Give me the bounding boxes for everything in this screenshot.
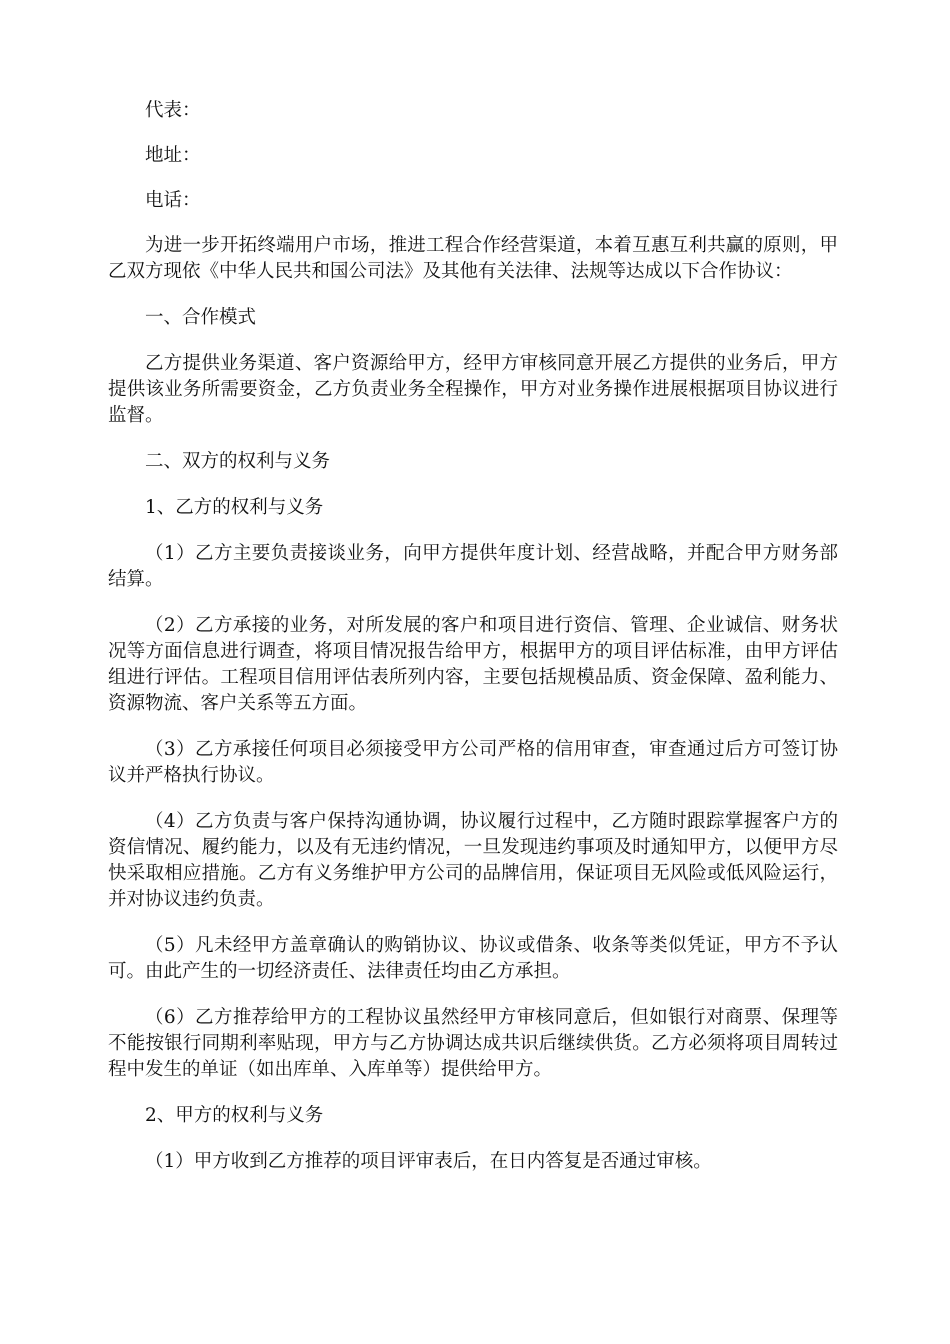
party-b-clause-3: （3）乙方承接任何项目必须接受甲方公司严格的信用审查，审查通过后方可签订协议并严格执行协议。 [108,739,838,786]
cooperation-mode-paragraph: 乙方提供业务渠道、客户资源给甲方，经甲方审核同意开展乙方提供的业务后，甲方提供该业务所需要资金，乙方负责业务全程操作，甲方对业务操作进展根据项目协议进行监督。 [108,353,838,426]
document-body [108,98,838,1195]
party-a-clause-1: （1）甲方收到乙方推荐的项目评审表后，在日内答复是否通过审核。 [145,1151,712,1172]
phone-field: 电话： [145,190,201,211]
section-heading-cooperation-mode: 一、合作模式 [145,307,257,328]
party-b-clause-6: （6）乙方推荐给甲方的工程协议虽然经甲方审核同意后，但如银行对商票、保理等不能按银行同期利率贴现，甲方与乙方协调达成共识后继续供货。乙方必须将项目周转过程中发生的单证（如出库单、入库单等）提供给甲方。 [108,1007,838,1080]
party-b-clause-1: （1）乙方主要负责接谈业务，向甲方提供年度计划、经营战略，并配合甲方财务部结算。 [108,543,838,590]
party-b-clause-4: （4）乙方负责与客户保持沟通协调，协议履行过程中，乙方随时跟踪掌握客户方的资信情况、履约能力，以及有无违约情况，一旦发现违约事项及时通知甲方，以便甲方尽快采取相应措施。乙方有义务维护甲方公司的品牌信用，保证项目无风险或低风险运行，并对协议违约负责。 [108,811,838,910]
address-field: 地址： [145,145,201,166]
party-b-clause-5: （5）凡未经甲方盖章确认的购销协议、协议或借条、收条等类似凭证，甲方不予认可。由此产生的一切经济责任、法律责任均由乙方承担。 [108,935,838,982]
preamble-paragraph: 为进一步开拓终端用户市场，推进工程合作经营渠道，本着互惠互利共赢的原则，甲乙双方现依《中华人民共和国公司法》及其他有关法律、法规等达成以下合作协议： [108,235,838,282]
subheading-party-a: 2、甲方的权利与义务 [145,1105,324,1126]
representative-field: 代表： [145,100,201,121]
section-heading-rights-obligations: 二、双方的权利与义务 [145,451,331,472]
party-b-clause-2: （2）乙方承接的业务，对所发展的客户和项目进行资信、管理、企业诚信、财务状况等方面信息进行调查，将项目情况报告给甲方，根据甲方的项目评估标准，由甲方评估组进行评估。工程项目信用评估表所列内容，主要包括规模品质、资金保障、盈利能力、资源物流、客户关系等五方面。 [108,615,838,714]
subheading-party-b: 1、乙方的权利与义务 [145,497,324,518]
